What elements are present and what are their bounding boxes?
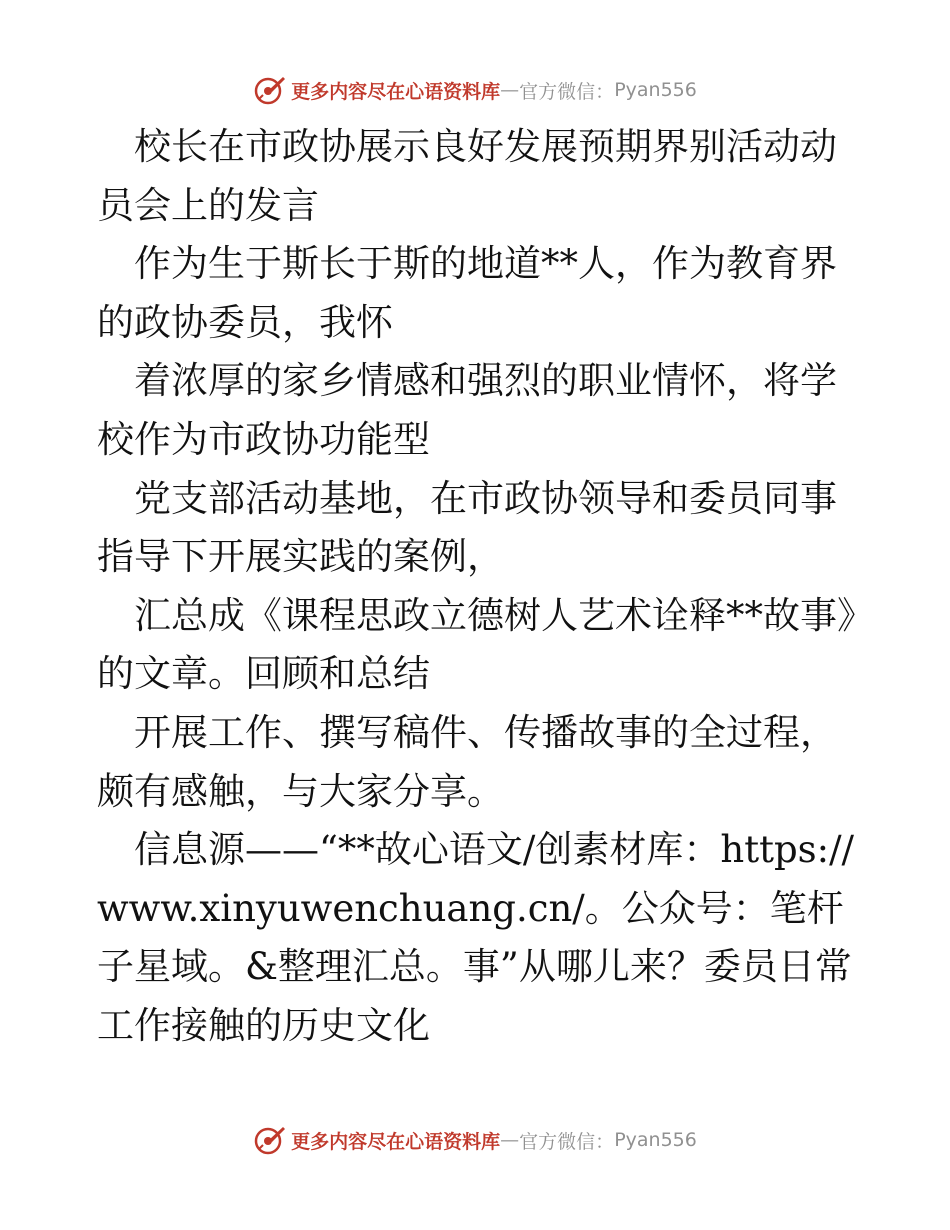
document-body bbox=[97, 118, 857, 1056]
footer-site-name: 更多内容尽在心语资料库 bbox=[291, 1130, 501, 1153]
paragraph: 党支部活动基地，在市政协领导和委员同事指导下开展实践的案例， bbox=[97, 476, 837, 579]
page-header bbox=[0, 70, 950, 110]
pen-nib-logo-icon bbox=[253, 73, 287, 107]
header-site-name: 更多内容尽在心语资料库 bbox=[291, 80, 501, 103]
paragraph-title: 校长在市政协展示良好发展预期界别活动动员会上的发言 bbox=[97, 125, 837, 227]
header-banner bbox=[253, 73, 697, 107]
header-wechat-label: 官方微信： bbox=[519, 80, 615, 103]
footer-banner bbox=[253, 1123, 697, 1157]
paragraph: 汇总成《课程思政立德树人艺术诠释**故事》的文章。回顾和总结 bbox=[97, 593, 856, 696]
pen-nib-logo-icon bbox=[253, 1123, 287, 1157]
page-footer bbox=[0, 1120, 950, 1160]
footer-wechat-id: Pyan556 bbox=[614, 1129, 697, 1151]
paragraph: 着浓厚的家乡情感和强烈的职业情怀，将学校作为市政协功能型 bbox=[97, 359, 837, 461]
paragraph: 开展工作、撰写稿件、传播故事的全过程，颇有感触，与大家分享。 bbox=[97, 710, 837, 813]
header-wechat-id: Pyan556 bbox=[614, 79, 697, 101]
footer-dash: — bbox=[500, 1129, 520, 1151]
paragraph: 作为生于斯长于斯的地道**人，作为教育界的政协委员，我怀 bbox=[97, 242, 837, 344]
paragraph-source: 信息源——“**故心语文/创素材库：https://www.xinyuwenchuang.cn/。公众号：笔杆子星域。&整理汇总。事”从哪儿来？委员日常工作接触的历史文化 bbox=[97, 828, 855, 1047]
header-dash: — bbox=[500, 79, 520, 101]
footer-wechat-label: 官方微信： bbox=[519, 1130, 615, 1153]
